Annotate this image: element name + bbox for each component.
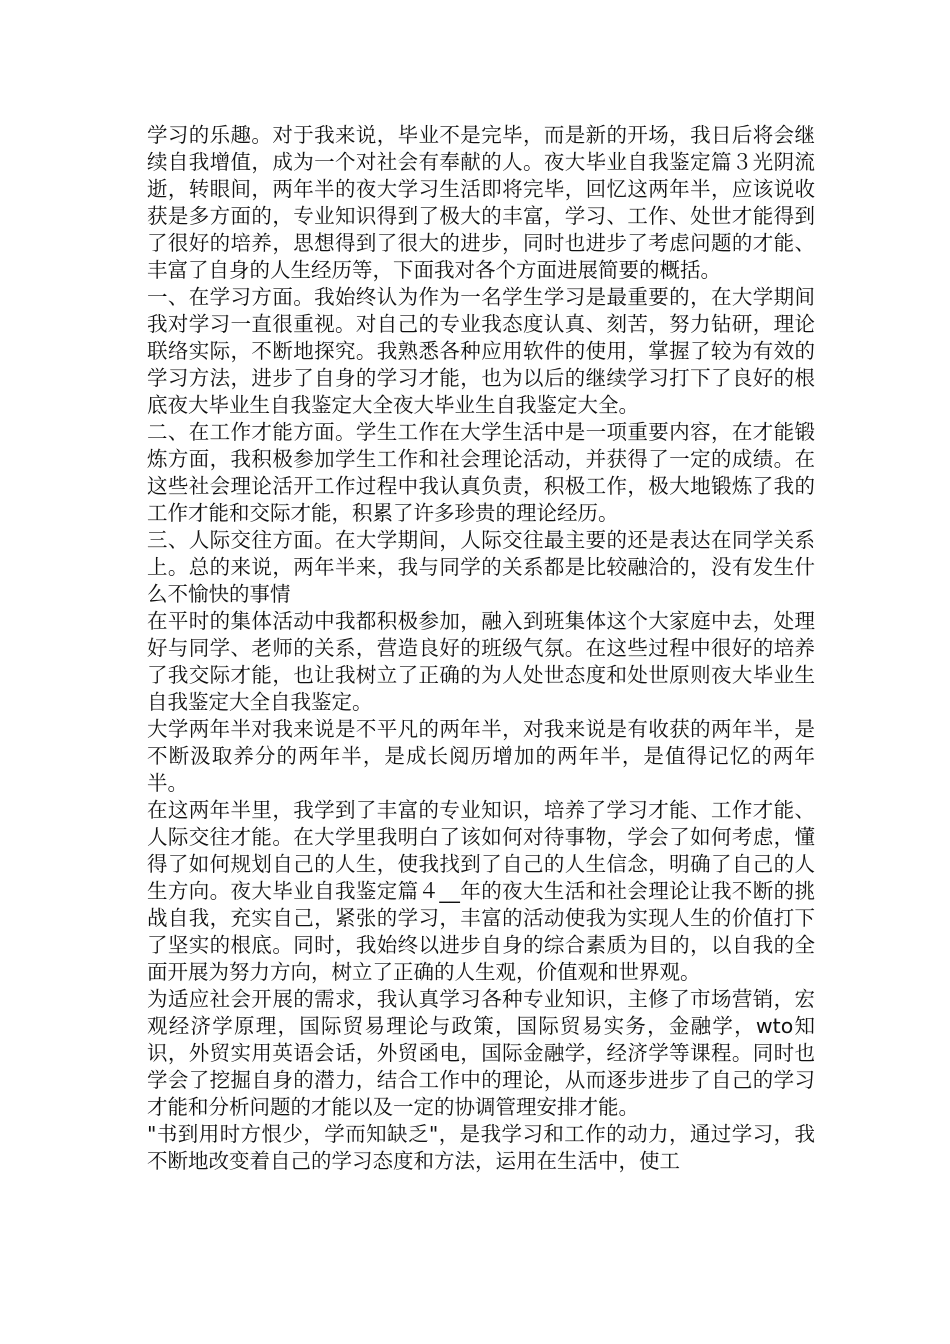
paragraph-2: 一、在学习方面。我始终认为作为一名学生学习是最重要的，在大学期间我对学习一直很重视。对自己的专业我态度认真、刻苦，努力钻研，理论联络实际，不断地探究。我熟悉各种应用软件的使用，掌握了较为有效的学习方法，进步了自身的学习才能，也为以后的继续学习打下了良好的根底夜大毕业生自我鉴定大全夜大毕业生自我鉴定大全。 xyxy=(147,285,815,417)
paragraph-3: 二、在工作才能方面。学生工作在大学生活中是一项重要内容，在才能锻炼方面，我积极参加学生工作和社会理论活动，并获得了一定的成绩。在这些社会理论活开工作过程中我认真负责，积极工作，极大地锻炼了我的工作才能和交际才能，积累了许多珍贵的理论经历。 xyxy=(147,420,815,525)
document-body xyxy=(147,122,815,1175)
paragraph-9: "书到用时方恨少，学而知缺乏"，是我学习和工作的动力，通过学习，我不断地改变着自己的学习态度和方法，运用在生活中，使工 xyxy=(147,1122,815,1173)
paragraph-5: 在平时的集体活动中我都积极参加，融入到班集体这个大家庭中去，处理好与同学、老师的关系，营造良好的班级气氛。在这些过程中很好的培养了我交际才能，也让我树立了正确的为人处世态度和处世原则夜大毕业生自我鉴定大全自我鉴定。 xyxy=(147,609,815,714)
paragraph-1: 学习的乐趣。对于我来说，毕业不是完毕，而是新的开场，我日后将会继续自我增值，成为一个对社会有奉献的人。夜大毕业自我鉴定篇３光阴流逝，转眼间，两年半的夜大学习生活即将完毕，回忆这两年半，应该说收获是多方面的，专业知识得到了极大的丰富，学习、工作、处世才能得到了很好的培养，思想得到了很大的进步，同时也进步了考虑问题的才能、丰富了自身的人生经历等，下面我对各个方面进展简要的概括。 xyxy=(147,123,815,282)
paragraph-7: 在这两年半里，我学到了丰富的专业知识，培养了学习才能、工作才能、人际交往才能。在大学里我明白了该如何对待事物，学会了如何考虑，懂得了如何规划自己的人生，使我找到了自己的人生信念，明确了自己的人生方向。夜大毕业自我鉴定篇４__年的夜大生活和社会理论让我不断的挑战自我，充实自己，紧张的学习，丰富的活动使我为实现人生的价值打下了坚实的根底。同时，我始终以进步自身的综合素质为目的，以自我的全面开展为努力方向，树立了正确的人生观，价值观和世界观。 xyxy=(147,798,815,984)
paragraph-4: 三、人际交往方面。在大学期间，人际交往最主要的还是表达在同学关系上。总的来说，两年半来，我与同学的关系都是比较融洽的，没有发生什么不愉快的事情 xyxy=(147,528,815,606)
paragraph-8: 为适应社会开展的需求，我认真学习各种专业知识，主修了市场营销，宏观经济学原理，国际贸易理论与政策，国际贸易实务，金融学，wto知识，外贸实用英语会话，外贸函电，国际金融学，经济学等课程。同时也学会了挖掘自身的潜力，结合工作中的理论，从而逐步进步了自己的学习才能和分析问题的才能以及一定的协调管理安排才能。 xyxy=(147,987,815,1119)
paragraph-6: 大学两年半对我来说是不平凡的两年半，对我来说是有收获的两年半，是不断汲取养分的两年半，是成长阅历增加的两年半，是值得记忆的两年半。 xyxy=(147,717,815,795)
